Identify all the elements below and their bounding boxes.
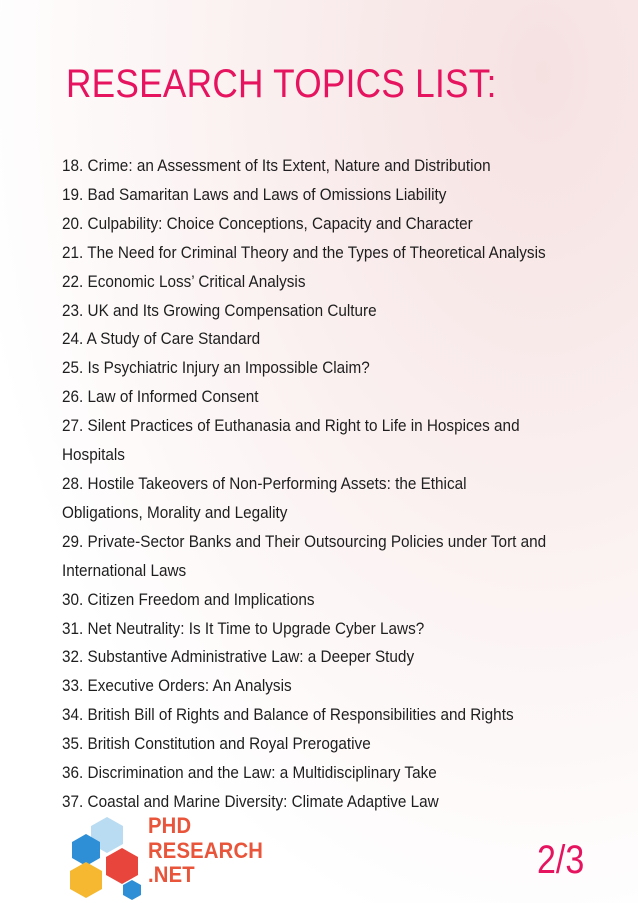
topics-list <box>62 152 602 817</box>
hexagon-red <box>106 848 138 884</box>
topic-item: 31. Net Neutrality: Is It Time to Upgrade Cyber Laws? <box>62 618 425 638</box>
topic-item: 26. Law of Informed Consent <box>62 387 259 407</box>
topic-item: 32. Substantive Administrative Law: a Deeper Study <box>62 647 415 667</box>
hexagon-blue-small <box>123 880 141 900</box>
topic-item: 33. Executive Orders: An Analysis <box>62 676 292 696</box>
topic-item: 29. Private-Sector Banks and Their Outsourcing Policies under Tort and International Laws <box>62 531 547 580</box>
topic-item: 25. Is Psychiatric Injury an Impossible Claim? <box>62 358 370 378</box>
hexagon-yellow <box>70 862 102 898</box>
topic-item: 21. The Need for Criminal Theory and the Types of Theoretical Analysis <box>62 242 546 262</box>
hexagon-cluster-logo-icon <box>62 814 152 902</box>
topic-item: 28. Hostile Takeovers of Non-Performing Assets: the Ethical Obligations, Morality and Legality <box>62 473 467 522</box>
brand-line-phd: PHD <box>148 813 192 838</box>
topic-item: 19. Bad Samaritan Laws and Laws of Omissions Liability <box>62 184 447 204</box>
topic-item: 30. Citizen Freedom and Implications <box>62 589 315 609</box>
page-title: RESEARCH TOPICS LIST: <box>66 62 497 106</box>
topic-item: 22. Economic Loss’ Critical Analysis <box>62 271 306 291</box>
page-number: 2/3 <box>537 838 585 882</box>
brand-wordmark <box>148 814 263 888</box>
topic-item: 37. Coastal and Marine Diversity: Climate Adaptive Law <box>62 791 439 811</box>
brand-line-net: .NET <box>148 862 195 887</box>
topic-item: 35. British Constitution and Royal Prerogative <box>62 734 371 754</box>
brand-line-research: RESEARCH <box>148 837 264 863</box>
topic-item: 36. Discrimination and the Law: a Multidisciplinary Take <box>62 763 437 783</box>
topic-item: 20. Culpability: Choice Conceptions, Capacity and Character <box>62 213 473 233</box>
topic-item: 24. A Study of Care Standard <box>62 329 261 349</box>
topic-item: 23. UK and Its Growing Compensation Culture <box>62 300 377 320</box>
topic-item: 34. British Bill of Rights and Balance of Responsibilities and Rights <box>62 705 514 725</box>
topic-item: 18. Crime: an Assessment of Its Extent, Nature and Distribution <box>62 156 491 175</box>
topic-item: 27. Silent Practices of Euthanasia and Right to Life in Hospices and Hospitals <box>62 416 520 465</box>
